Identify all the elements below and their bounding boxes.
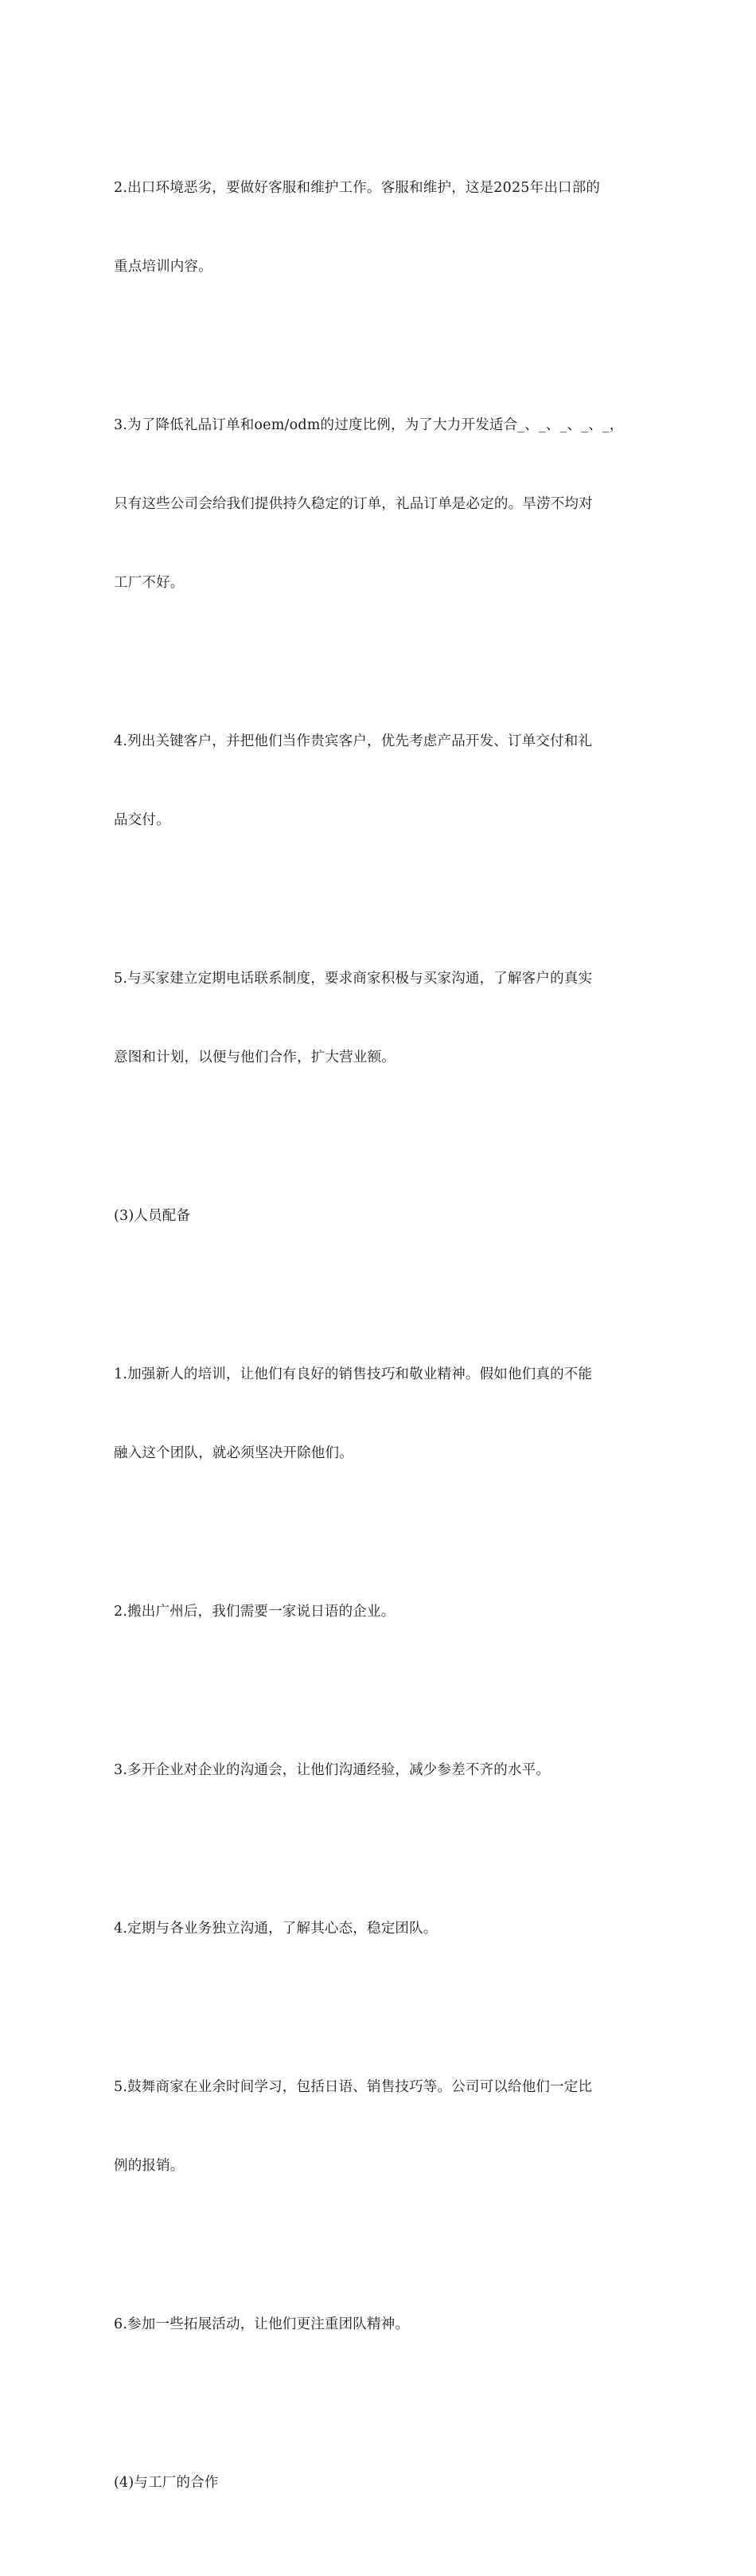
text-line: (4)与工厂的合作 (114, 2475, 219, 2491)
text-line: 重点培训内容。 (114, 259, 212, 275)
paragraph-new-staff-training (114, 1309, 643, 1519)
text-line: 4.列出关键客户，并把他们当作贵宾客户，优先考虑产品开发、订单交付和礼 (114, 733, 593, 749)
text-line: 意图和计划，以便与他们合作，扩大营业额。 (114, 1050, 396, 1065)
paragraph-japanese-company (114, 1546, 643, 1678)
text-line: 2.搬出广州后，我们需要一家说日语的企业。 (114, 1604, 396, 1620)
section-heading-factory-cooperation (114, 2418, 643, 2549)
paragraph-gift-order-ratio (114, 360, 643, 649)
text-line: 5.鼓舞商家在业余时间学习，包括日语、销售技巧等。公司可以给他们一定比 (114, 2079, 593, 2095)
paragraph-key-customers (114, 676, 643, 886)
text-line: 2.出口环境恶劣，要做好客服和维护工作。客服和维护，这是2025年出口部的 (114, 180, 601, 196)
text-line: 品交付。 (114, 812, 170, 828)
paragraph-phone-contact (114, 913, 643, 1124)
paragraph-b2b-meetings (114, 1705, 643, 1836)
text-line: 工厂不好。 (114, 575, 185, 591)
text-line: 1.加强新人的培训，让他们有良好的销售技巧和敬业精神。假如他们真的不能 (114, 1366, 593, 1382)
text-line: 4.定期与各业务独立沟通，了解其心态，稳定团队。 (114, 1921, 438, 1937)
text-line: 融入这个团队，就必须坚决开除他们。 (114, 1445, 353, 1461)
text-line: 3.为了降低礼品订单和oem/odm的过度比例，为了大力开发适合_、_、_、_、_， (114, 417, 624, 433)
section-heading-staffing (114, 1151, 643, 1282)
text-line: (3)人员配备 (114, 1208, 191, 1224)
paragraph-export-customer-service (114, 123, 643, 333)
paragraph-team-activities (114, 2259, 643, 2390)
text-line: 5.与买家建立定期电话联系制度，要求商家积极与买家沟通，了解客户的真实 (114, 971, 593, 987)
text-line: 6.参加一些拓展活动，让他们更注重团队精神。 (114, 2316, 410, 2332)
text-line: 只有这些公司会给我们提供持久稳定的订单，礼品订单是必定的。旱涝不均对 (114, 496, 593, 512)
paragraph-spare-time-learning (114, 2022, 643, 2232)
text-line: 例的报销。 (114, 2158, 185, 2174)
document-body (114, 123, 643, 2576)
text-line: 3.多开企业对企业的沟通会，让他们沟通经验，减少参差不齐的水平。 (114, 1762, 551, 1778)
paragraph-regular-communication (114, 1863, 643, 1995)
